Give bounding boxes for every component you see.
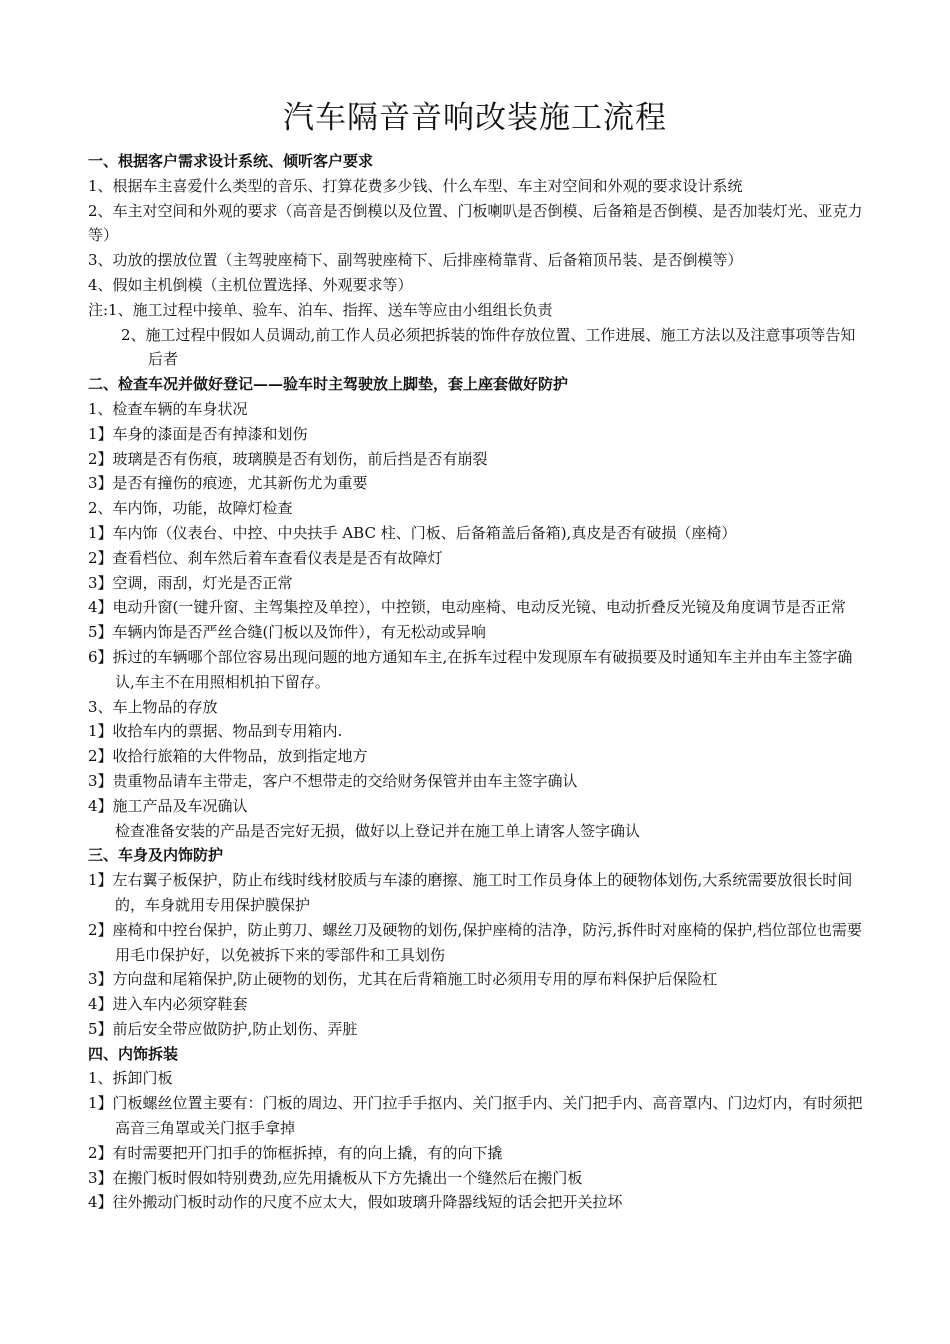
- paragraph: 2、车内饰，功能，故障灯检查: [88, 499, 293, 518]
- list-item: 2】座椅和中控台保护，防止剪刀、螺丝刀及硬物的划伤,保护座椅的洁净，防污,拆件时对座椅的保护,档位部位也需要用毛巾保护好，以免被拆下来的零部件和工具划伤: [88, 920, 862, 964]
- list-item: 5】车辆内饰是否严丝合缝(门板以及饰件），有无松动或异响: [88, 623, 486, 642]
- list-item: 6】拆过的车辆哪个部位容易出现问题的地方通知车主,在拆车过程中发现原车有破损要及时通知车主并由车主签字确认,车主不在用照相机拍下留存。: [88, 647, 853, 691]
- paragraph: 检查准备安装的产品是否完好无损，做好以上登记并在施工单上请客人签字确认: [115, 821, 641, 840]
- list-item: 1】门板螺丝位置主要有：门板的周边、开门拉手手抠内、关门抠手内、关门把手内、高音罩内、门边灯内，有时须把高音三角罩或关门抠手拿掉: [88, 1094, 863, 1138]
- list-item: 4】往外搬动门板时动作的尺度不应太大，假如玻璃升降器线短的话会把开关拉坏: [88, 1193, 623, 1212]
- list-item: 2】有时需要把开门扣手的饰框拆掉，有的向上撬，有的向下撬: [88, 1143, 503, 1162]
- section-heading: 四、内饰拆装: [88, 1044, 179, 1063]
- section-heading: 二、检查车况并做好登记——验车时主驾驶放上脚垫，套上座套做好防护: [88, 375, 569, 394]
- list-item: 2】玻璃是否有伤痕，玻璃膜是否有划伤，前后挡是否有崩裂: [88, 449, 488, 468]
- list-item: 4】进入车内必须穿鞋套: [88, 995, 248, 1014]
- list-item: 3】是否有撞伤的痕迹，尤其新伤尤为重要: [88, 474, 368, 493]
- list-item: 3】方向盘和尾箱保护,防止硬物的划伤，尤其在后背箱施工时必须用专用的厚布料保护后保险杠: [88, 970, 718, 989]
- note: 注:1、施工过程中接单、验车、泊车、指挥、送车等应由小组组长负责: [88, 300, 553, 319]
- list-item: 3】空调，雨刮，灯光是否正常: [88, 573, 293, 592]
- paragraph: 1、拆卸门板: [88, 1069, 173, 1088]
- list-item: 5】前后安全带应做防护,防止划伤、弄脏: [88, 1019, 358, 1038]
- list-item: 4】电动升窗(一键升窗、主驾集控及单控），中控锁，电动座椅、电动反光镜、电动折叠反光镜及角度调节是否正常: [88, 598, 846, 617]
- list-item: 4】施工产品及车况确认: [88, 796, 248, 815]
- document-title: 汽车隔音音响改装施工流程: [283, 100, 667, 136]
- list-item: 1】车内饰（仪表台、中控、中央扶手 ABC 柱、门板、后备箱盖后备箱),真皮是否有破损（座椅）: [88, 523, 737, 542]
- list-item: 1】收拾车内的票据、物品到专用箱内.: [88, 722, 343, 741]
- list-item: 3】贵重物品请车主带走，客户不想带走的交给财务保管并由车主签字确认: [88, 771, 578, 790]
- section-heading: 一、根据客户需求设计系统、倾听客户要求: [88, 152, 374, 170]
- paragraph: 2、车主对空间和外观的要求（高音是否倒模以及位置、门板喇叭是否倒模、后备箱是否倒模、是否加装灯光、亚克力等）: [88, 201, 863, 245]
- list-item: 1】车身的漆面是否有掉漆和划伤: [88, 424, 308, 443]
- paragraph: 3、功放的摆放位置（主驾驶座椅下、副驾驶座椅下、后排座椅靠背、后备箱顶吊装、是否倒模等）: [88, 251, 743, 270]
- list-item: 1】左右翼子板保护，防止布线时线材胶质与车漆的磨擦、施工时工作员身体上的硬物体划伤,大系统需要放很长时间的，车身就用专用保护膜保护: [88, 871, 853, 914]
- section-heading: 三、车身及内饰防护: [88, 846, 224, 865]
- list-item: 2】收拾行旅箱的大件物品，放到指定地方: [88, 747, 368, 766]
- list-item: 2】查看档位、刹车然后着车查看仪表是是否有故障灯: [88, 548, 443, 567]
- list-item: 3】在搬门板时假如特别费劲,应先用撬板从下方先撬出一个缝然后在搬门板: [88, 1168, 583, 1187]
- document-body: [88, 149, 868, 1215]
- paragraph: 1、根据车主喜爱什么类型的音乐、打算花费多少钱、什么车型、车主对空间和外观的要求设计系统: [88, 176, 743, 195]
- paragraph: 1、检查车辆的车身状况: [88, 399, 248, 418]
- paragraph: 4、假如主机倒模（主机位置选择、外观要求等）: [88, 275, 413, 294]
- paragraph: 3、车上物品的存放: [88, 697, 218, 716]
- note: 2、施工过程中假如人员调动,前工作人员必须把拆装的饰件存放位置、工作进展、施工方法以及注意事项等告知后者: [121, 325, 856, 369]
